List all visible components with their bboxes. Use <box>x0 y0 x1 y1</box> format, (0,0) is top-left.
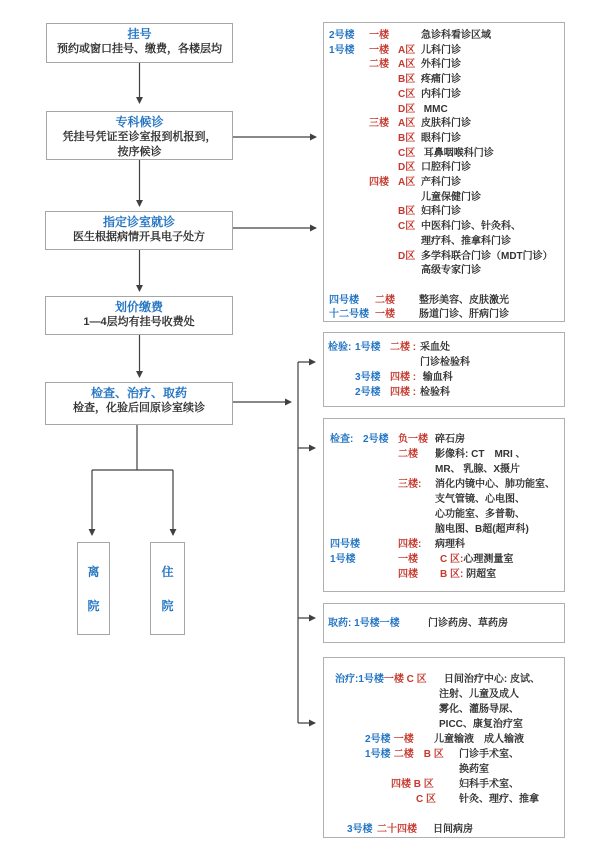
step-body: 凭挂号凭证至诊室报到机报到， 按序候诊 <box>62 131 217 158</box>
flow-step-pricing-payment <box>45 296 233 335</box>
flow-step-exam-treatment-medicine <box>45 382 233 425</box>
flow-step-consultation-room <box>45 211 233 250</box>
step-body: 1—4层均有挂号收费处 <box>83 316 195 328</box>
panel-treatment-locations: 治疗:1号楼一楼 C 区 日间治疗中心: 皮试、 注射、儿童及成人 雾化、灌肠导尿、 PICC、康复治疗室 2号楼 一楼 儿童输液 成人输液 1号楼 二楼 B 区 门诊手术室、 换药室 四楼 B 区 妇科手术室、 C 区 针灸、理疗、推拿 3号楼 二十四楼 日间病房 <box>323 657 565 838</box>
panel-lab-locations: 检验: 1号楼 二楼 : 采血处 门诊检验科 3号楼 四楼 : 输血科 2号楼 四楼 : 检验科 <box>323 332 565 407</box>
step-title: 专科候诊 <box>115 115 164 129</box>
step-title: 指定诊室就诊 <box>102 215 175 229</box>
step-body: 预约或窗口挂号、缴费，各楼层均 <box>57 43 222 55</box>
step-body: 医生根据病情开具电子处方 <box>73 231 205 243</box>
panel-pharmacy-locations: 取药: 1号楼一楼 门诊药房、草药房 <box>323 603 565 643</box>
panel-exam-locations: 检查: 2号楼 负一楼 碎石房 二楼 影像科: CT MRI 、 MR、 乳腺、X摄片 三楼: 消化内镜中心、肺功能室、 支气管镜、心电图、 心功能室、多普勒、 脑电图、B超(超声科) 四号楼 四楼: 病理科 1号楼 一楼 C 区:心理测量室 四楼 B 区: 阴超室 <box>323 418 565 592</box>
step-title: 划价缴费 <box>114 300 163 314</box>
step-body: 检查，化验后回原诊室续诊 <box>73 402 205 414</box>
flow-terminal-discharge: 离 院 <box>77 542 110 635</box>
flow-step-registration <box>46 23 233 63</box>
step-title: 检查、治疗、取药 <box>90 386 187 400</box>
panel-clinic-locations: 2号楼 一楼 急诊科看诊区域 1号楼 一楼 A区 儿科门诊 二楼 A区 外科门诊 B区 疼痛门诊 C区 内科门诊 D区 MMC 三楼 A区 皮肤科门诊 B区 眼科门诊 C区 耳鼻咽喉科门诊 D区 口腔科门诊 四楼 A区 产科门诊 儿童保健门诊 B区 妇科门诊 C区 中医科门诊、针灸科、 理疗科、推拿科门诊 D区 多学科联合门诊（MDT门诊） 高级专家门诊 四号楼 二楼 整形美容、皮肤激光 十二号楼 一楼 肠道门诊、肝病门诊 <box>323 22 565 322</box>
flow-terminal-admission: 住 院 <box>150 542 185 635</box>
flow-step-specialist-waiting <box>46 111 233 160</box>
step-title: 挂号 <box>127 27 152 41</box>
